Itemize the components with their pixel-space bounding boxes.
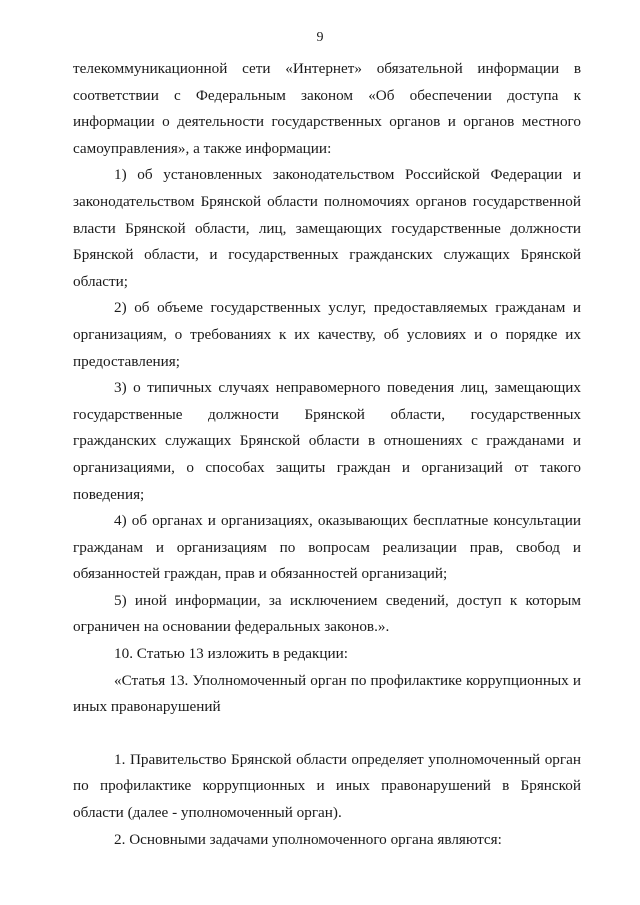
paragraph-item-3: 3) о типичных случаях неправомерного поведения лиц, замещающих государственные должности Брянской области, государственных гражданских служащих Брянской области в отношениях с гражданами и организациями, о способах защиты граждан и организаций от такого поведения; (73, 379, 581, 503)
paragraph-amendment-10: 10. Статью 13 изложить в редакции: (114, 645, 349, 663)
article-13-heading: «Статья 13. Уполномоченный орган по профилактике коррупционных и иных правонарушений (73, 671, 581, 716)
page-number: 9 (316, 30, 324, 45)
document-body (73, 56, 581, 853)
paragraph-continuation: телекоммуникационной сети «Интернет» обязательной информации в соответствии с Федеральным законом «Об обеспечении доступа к информации о деятельности государственных органов и органов местного самоуправления», а также информации: (73, 60, 581, 157)
article-13-clause-2: 2. Основными задачами уполномоченного органа являются: (114, 830, 502, 848)
paragraph-item-1: 1) об установленных законодательством Российской Федерации и законодательством Брянской области полномочиях органов государственной власти Брянской области, лиц, замещающих государственные должности Брянской области, и государственных гражданских служащих Брянской области; (73, 166, 581, 290)
paragraph-item-4: 4) об органах и организациях, оказывающих бесплатные консультации гражданам и организациям по вопросам реализации прав, свобод и обязанностей граждан, прав и обязанностей организаций; (73, 512, 581, 583)
paragraph-item-5: 5) иной информации, за исключением сведений, доступ к которым ограничен на основании федеральных законов.». (73, 591, 581, 636)
paragraph-item-2: 2) об объеме государственных услуг, предоставляемых гражданам и организациям, о требованиях к их качеству, об условиях и о порядке их предоставления; (73, 299, 581, 370)
article-13-clause-1: 1. Правительство Брянской области определяет уполномоченный орган по профилактике коррупционных и иных правонарушений в Брянской области (далее - уполномоченный орган). (73, 750, 581, 822)
